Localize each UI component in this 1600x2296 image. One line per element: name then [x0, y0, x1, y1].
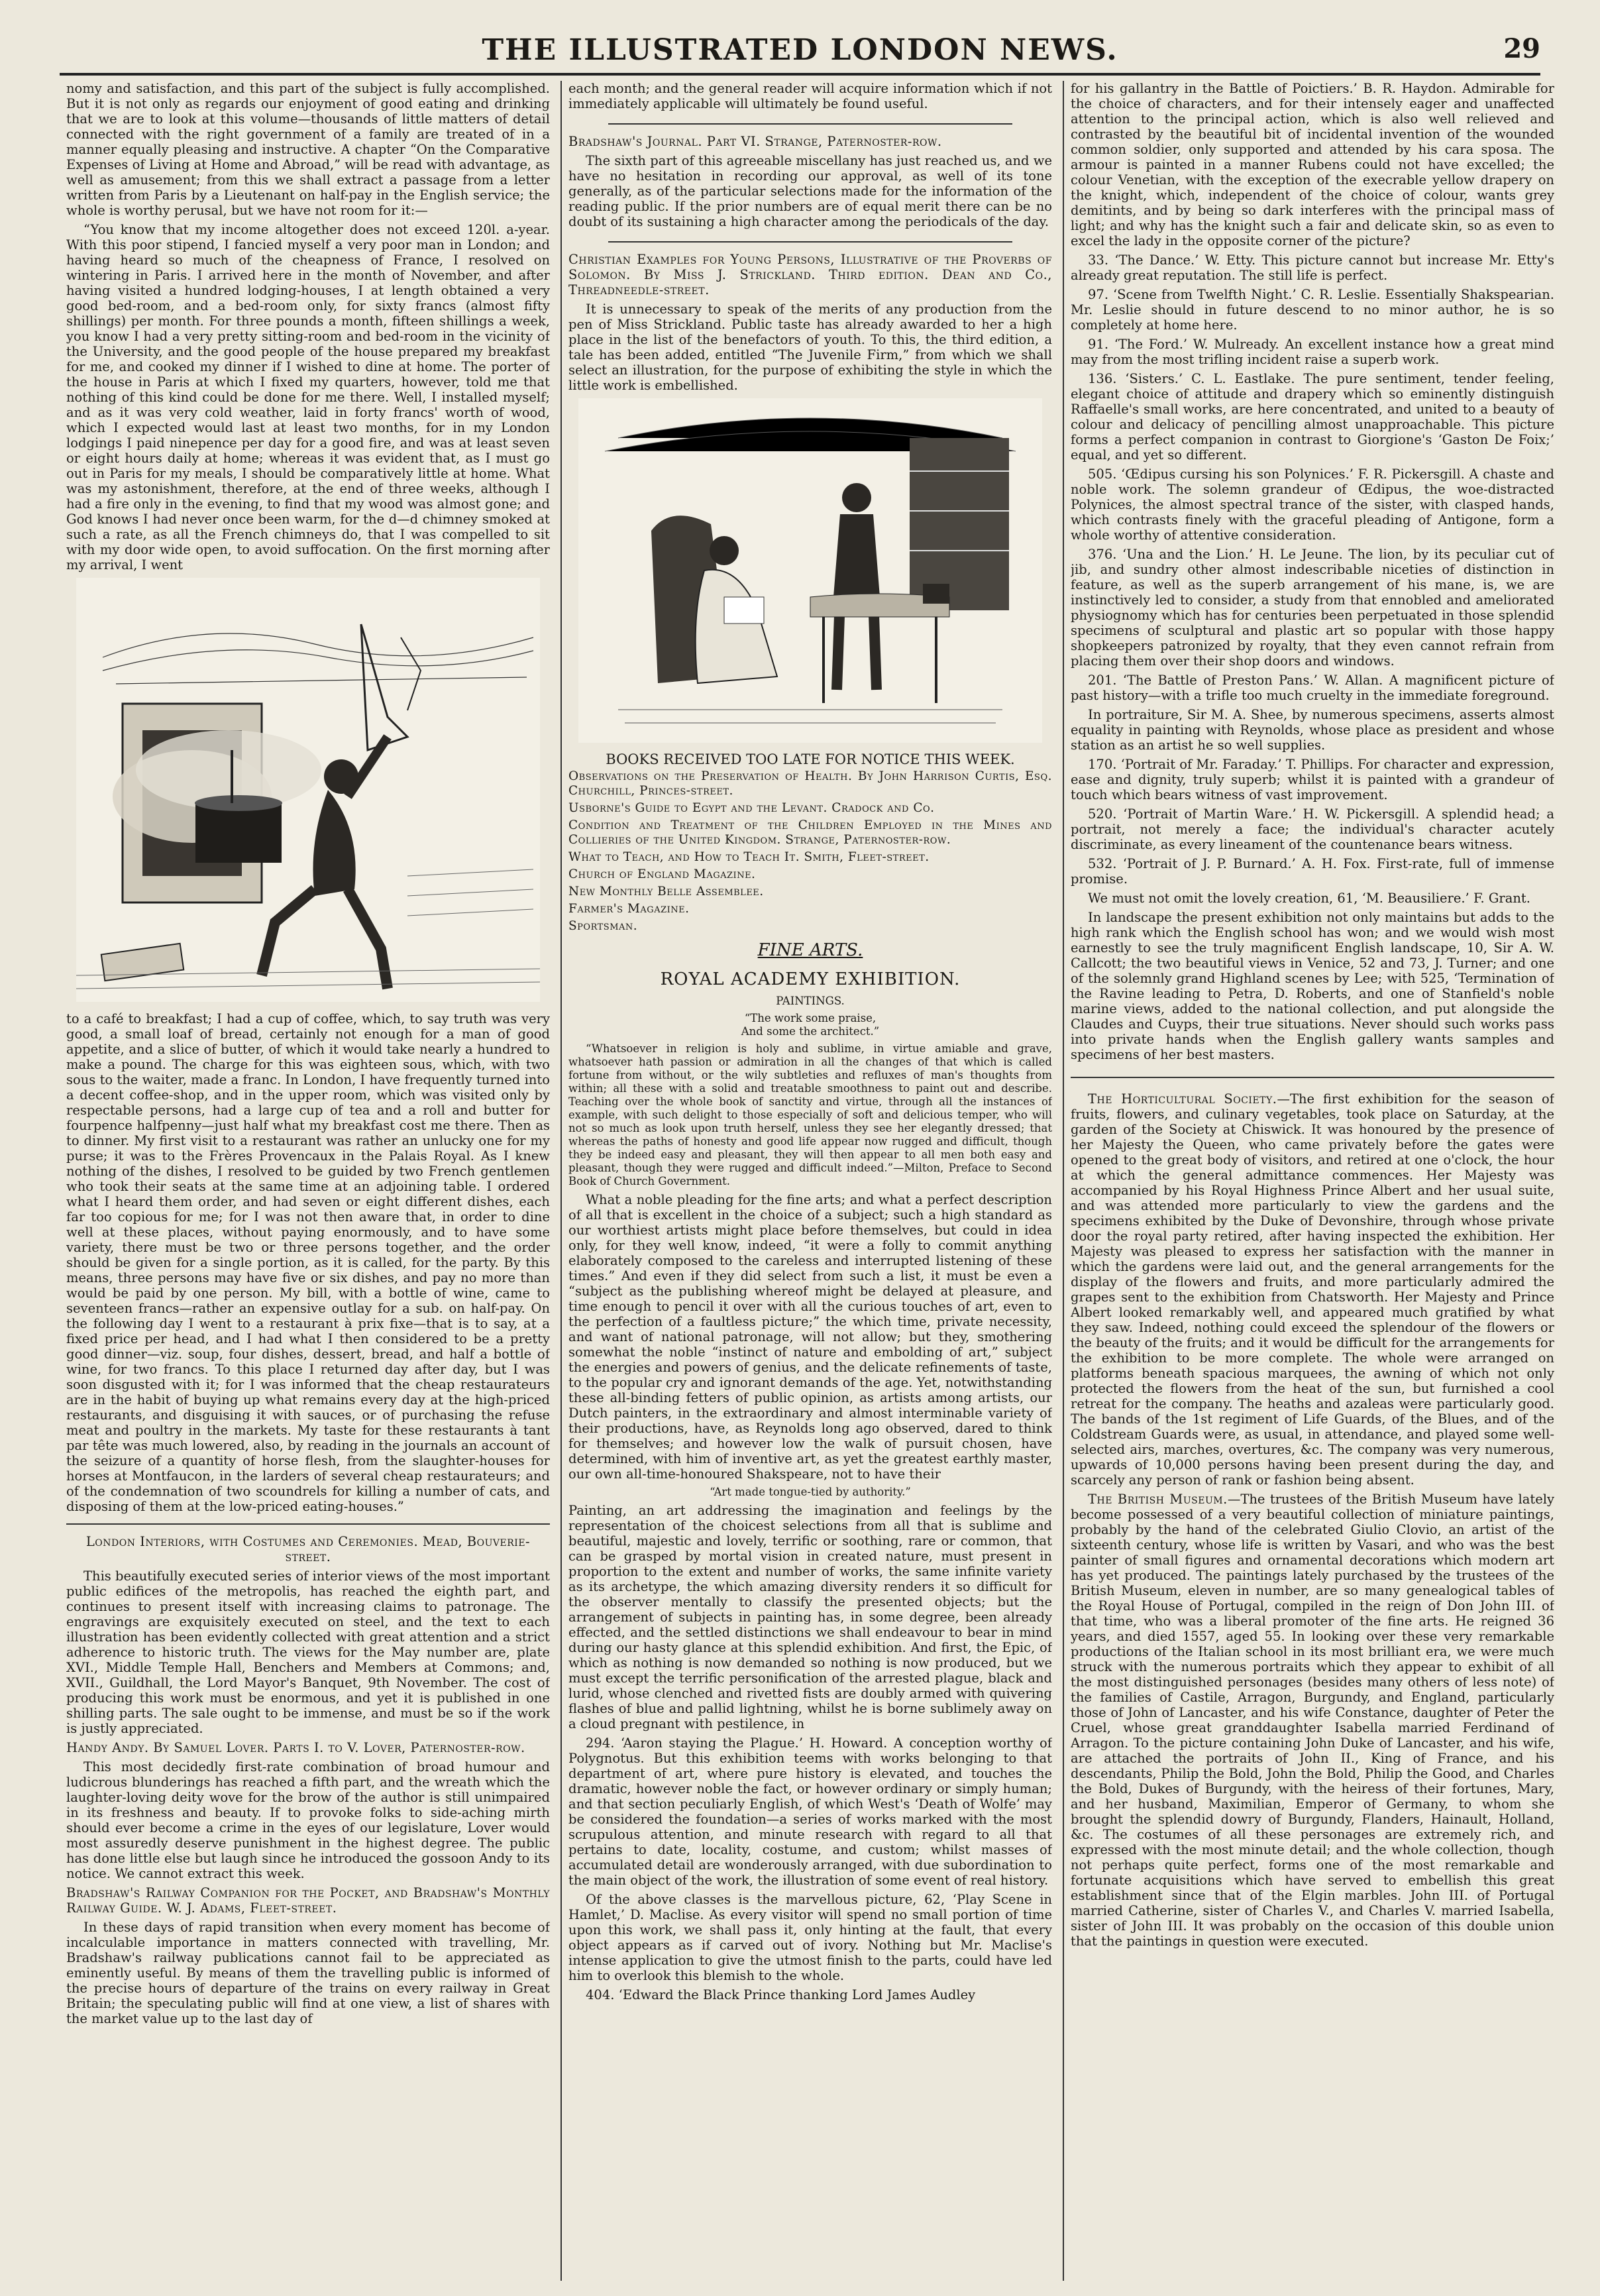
paragraph: What a noble pleading for the fine arts; and what a perfect description of all that is excellent in the choice of a subject; such a high standard as our worthiest artists might place before themselves, but could in idea only, for they well know, indeed, “it were a folly to commit anything elaborately composed to the careless and interrupted listening of these times.” And even if they did select from such a list, it must be even a “subject as the publishing whereof might be delayed at pleasure, and time enough to pencil it over with all the curious touches of art, even to the perfection of a faultless picture;” the which time, private necessity, and want of national patronage, will not allow; but they, smothering somewhat the noble “instinct of nature and embolding of art,” subject the energies and powers of genius, and the delicate refinements of taste, to the popular cry and ignorant demands of the age. Yet, notwithstanding these all-binding fetters of public opinion, as artists among artists, our Dutch painters, in the extraordinary and almost interminable variety of their productions, have, as Reynolds long ago observed, dared to think for themselves; and however low the walk of pursuit chosen, have determined, with him of inventive art, as yet the greatest earthly master, our own all-time-honoured Shakspeare, not to have their [568, 1192, 1052, 1482]
review-heading: Bradshaw's Railway Companion for the Pocket, and Bradshaw's Monthly Railway Guide. W. J. Adams, Fleet-street. [66, 1885, 550, 1916]
book-item: Observations on the Preservation of Health. By John Harrison Curtis, Esq. Churchill, Princes-street. [568, 769, 1052, 798]
masthead [60, 27, 1540, 76]
divider [1071, 1077, 1554, 1078]
paragraph: This beautifully executed series of interior views of the most important public edifices of the metropolis, has reached the eighth part, and continues to present itself with increasing claims to patronage. The engravings are exquisitely executed on steel, and the text to each illustration has been evidently collected with great attention and a strict adherence to historic truth. The views for the May number are, plate XVI., Middle Temple Hall, Benchers and Members at Commons; and, XVII., Guildhall, the Lord Mayor's Banquet, 9th November. The cost of producing this work must be enormous, and yet it is published in one shilling parts. The sale ought to be immense, and must be so if the work is justly appreciated. [66, 1568, 550, 1736]
paragraph: 520. ‘Portrait of Martin Ware.’ H. W. Pickersgill. A splendid head; a portrait, not merely a face; the individual's character acutely discriminate, as every lineament of the countenance bears witness. [1071, 806, 1554, 852]
paragraph: This most decidedly first-rate combination of broad humour and ludicrous blunderings has reached a fifth part, and the wreath which the laughter-loving deity wove for the brow of the author is still unimpaired in its freshness and beauty. If to provoke folks to side-aching mirth should ever become a crime in the eyes of our legislature, Lover would most assuredly deserve punishment in the highest degree. The public has done little else but laugh since he introduced the gossoon Andy to its notice. We cannot extract this week. [66, 1759, 550, 1881]
divider [608, 123, 1012, 125]
paragraph: In portraiture, Sir M. A. Shee, by numerous specimens, asserts almost equality in painting with Reynolds, whose place as president and whose station as an artist he so well supplies. [1071, 707, 1554, 753]
paragraph: Of the above classes is the marvellous picture, 62, ‘Play Scene in Hamlet,’ D. Maclise. As every visitor will spend no small portion of time upon this work, we shall pass it, only hinting at the fault, that every object appears as if carved out of ivory. Nothing but Mr. Maclise's intense application to give the utmost finish to the parts, could have led him to overlook this blemish to the whole. [568, 1892, 1052, 1983]
paragraph: The sixth part of this agreeable miscellany has just reached us, and we have no hesitation in recording our approval, as well of its tone generally, as of the particular selections made for the information of the reading public. If the prior numbers are of equal merit there can be no doubt of its sustaining a high character among the periodicals of the day. [568, 153, 1052, 229]
divider [66, 1523, 550, 1525]
milton-quote: “Whatsoever in religion is holy and sublime, in virtue amiable and grave, whatsoever hath passion or admiration in all the changes of that which is called fortune from without, or the wily subtleties and refluxes of man's thoughts from within; all these with a solid and treatable smoothness to paint out and describe. Teaching over the whole book of sanctity and virtue, through all the instances of example, with such delight to those especially of soft and delicious temper, who will not so much as look upon truth herself, unless they see her elegantly dressed; that whereas the paths of honesty and good life appear now rugged and difficult, though they be indeed easy and pleasant, they will then appear to all men both easy and pleasant, though they were rugged and difficult indeed.”—Milton, Preface to Second Book of Church Government. [568, 1042, 1052, 1187]
divider [608, 241, 1012, 243]
paragraph: Painting, an art addressing the imagination and feelings by the representation of the choicest selections from all that is sublime and beautiful, majestic and lovely, terrific or soothing, rare or common, that can be grasped by mortal vision in created nature, must present in proportion to the extent and number of works, the same infinite variety as its archetype, the which amazing diversity renders it so difficult for the observer mentally to classify the presented objects; but the arrangement of subjects in painting has, in some degree, been already effected, and the settled distinctions we shall endeavour to bear in mind during our hasty glance at this splendid exhibition. And first, the Epic, of which as nothing is now demanded so nothing is now produced, but we must except the terrific personification of the arrested plague, black and lurid, whose clenched and rivetted fists are doubly armed with quivering flashes of blue and pallid lightning, whilst he is borne sublimely away on a cloud pregnant with pestilence, in [568, 1503, 1052, 1731]
review-heading: Handy Andy. By Samuel Lover. Parts I. to V. Lover, Paternoster-row. [66, 1740, 525, 1755]
column-rule-1 [560, 81, 562, 2281]
column-3 [1071, 81, 1554, 2287]
review-heading: Bradshaw's Journal. Part VI. Strange, Paternoster-row. [568, 134, 942, 149]
page-number: 29 [1503, 33, 1540, 64]
engraving-man-by-fireplace [76, 578, 540, 1002]
paragraph: 33. ‘The Dance.’ W. Etty. This picture cannot but increase Mr. Etty's already great reputation. The still life is perfect. [1071, 252, 1554, 283]
paragraph-body: —The trustees of the British Museum have lately become possessed of a very beautiful collection of miniature paintings, probably by the hand of the celebrated Giulio Clovio, an artist of the sixteenth century, whose life is written by Vasari, and who was the best painter of small figures and ornamental decorations which modern art has yet produced. The paintings lately purchased by the trustees of the British Museum, eleven in number, are so many genealogical tables of the Royal House of Portugal, compiled in the reign of Don John III. of that time, who was a liberal promoter of the fine arts. He reigned 36 years, and died 1557, aged 55. In looking over these very remarkable productions of the Italian school in its most brilliant era, we were much struck with the numerous portraits which they appear to exhibit of all the most distinguished personages (besides many others of less note) of the families of Castile, Arragon, Burgundy, and England, particularly those of John of Lancaster, and his wife Constance, daughter of Peter the Cruel, whose great granddaughter Isabella married Ferdinand of Arragon. To the picture containing John Duke of Lancaster, and his wife, are attached the portraits of John II., King of France, and his descendants, Philip the Bold, John the Bold, Philip the Good, and Charles the Bold, Dukes of Burgundy, with the heiress of their fortunes, Mary, and her husband, Maximilian, Emperor of Germany, to whom she brought the splendid dowry of Burgundy, Flanders, Hainault, Holland, &c. The costumes of all these personages are extremely rich, and expressed with the most minute detail; and the whole collection, though not perhaps quite perfect, forms one of the most remarkable and fortunate acquisitions which have served to embellish this great establishment since that of the Elgin marbles. John III. of Portugal married Catherine, sister of Charles V., and Charles V. married Isabella, sister of John III. It was probably on the occasion of this double union that the paintings in question were executed. [1071, 1492, 1554, 1949]
quoted-line: “Art made tongue-tied by authority.” [710, 1486, 911, 1498]
section-heading: BOOKS RECEIVED TOO LATE FOR NOTICE THIS WEEK. [606, 751, 1015, 767]
book-item: Sportsman. [568, 919, 638, 933]
column-1 [66, 81, 550, 2287]
paragraph: 532. ‘Portrait of J. P. Burnard.’ A. H. Fox. First-rate, full of immense promise. [1071, 856, 1554, 887]
paragraph: 97. ‘Scene from Twelfth Night.’ C. R. Leslie. Essentially Shakspearian. Mr. Leslie should in future descend to no minor author, he is so completely at home here. [1071, 287, 1554, 333]
column-2 [568, 81, 1052, 2287]
paragraph: We must not omit the lovely creation, 61, ‘M. Beausiliere.’ F. Grant. [1088, 891, 1530, 906]
paragraph: 376. ‘Una and the Lion.’ H. Le Jeune. The lion, by its peculiar cut of jib, and sundry other almost indescribable niceties of distinction in feature, as well as the superb arrangement of his mane, is, we are instinctively led to consider, a study from that ennobled and ameliorated physiognomy which has for centuries been perpetuated in those splendid specimens of sculptural and plastic art so popular with those happy shopkeepers patronized by royalty, that they even cannot refrain from placing them over their shop doors and windows. [1071, 547, 1554, 669]
epigraph-line: “The work some praise, [744, 1012, 877, 1024]
paragraph: 170. ‘Portrait of Mr. Faraday.’ T. Phillips. For character and expression, ease and dignity, truly superb; whilst it is painted with a grandeur of touch which bears witness of vast improvement. [1071, 757, 1554, 802]
paragraph: each month; and the general reader will acquire information which if not immediately applicable will ultimately be found useful. [568, 81, 1052, 111]
engraving-juvenile-firm [578, 398, 1042, 743]
paragraph: In landscape the present exhibition not only maintains but adds to the high rank which the English school has won; and we would wish most earnestly to see the truly magnificent English landscape, 10, Sir A. W. Callcott; the two beautiful views in Venice, 52 and 73, J. Turner; and one of the solemnly grand Highland scenes by Lee; with 525, ‘Termination of the Ravine leading to Petra, D. Roberts, and one of Stanfield's noble marine views, added to the national collection, and put alongside the Claudes and Cuyps, their true situations. Never should such works pass into private hands when the English gallery wants samples and specimens of her best masters. [1071, 910, 1554, 1062]
paragraph-body: —The first exhibition for the season of fruits, flowers, and culinary vegetables, took place on Saturday, at the garden of the Society at Chiswick. It was honoured by the presence of her Majesty the Queen, who came privately before the gates were opened to the great body of visitors, and retired at one o'clock, the hour at which the general admittance commences. Her Majesty was accompanied by his Royal Highness Prince Albert and her usual suite, and was attended more particularly to view the gardens and the specimens exhibited by the Duke of Devonshire, through whose private door the royal party retired, after having inspected the exhibition. Her Majesty was pleased to express her satisfaction with the manner in which the gardens were laid out, and the general arrangements for the display of the flowers and fruits, and more particularly admired the grapes sent to the exhibition from Chatsworth. Her Majesty and Prince Albert looked remarkably well, and appeared much gratified by what they saw. Indeed, nothing could exceed the splendour of the flowers or the beauty of the fruits; and it would be difficult for the arrangements for the exhibition to be more complete. The whole were arranged on platforms beneath spacious marquees, the awning of which not only protected the flowers from the heat of the sun, but furnished a cool retreat for the company. The heaths and azaleas were particularly good. The bands of the 1st regiment of Life Guards, of the Blues, and of the Coldstream Guards were, as usual, in attendance, and played some well-selected airs, marches, overtures, &c. The company was very numerous, upwards of 10,000 persons having been present during the day, and scarcely any person of rank or fashion being absent. [1071, 1091, 1554, 1488]
column-rule-2 [1063, 81, 1064, 2281]
paragraph: to a café to breakfast; I had a cup of coffee, which, to say truth was very good, a small loaf of bread, certainly not enough for a man of good appetite, and a slice of butter, of which it would take nearly a hundred to make a pound. The charge for this was eighteen sous, which, with two sous to the waiter, made a franc. In London, I have frequently turned into a decent coffee-shop, and in the upper room, which was visited only by respectable persons, had a large cup of tea and a roll and butter for fourpence halfpenny—just half what my breakfast cost me there. Then as to dinner. My first visit to a restaurant was rather an unlucky one for my purse; it was to the Frères Provencaux in the Palais Royal. As I knew nothing of the dishes, I resolved to be guided by two French gentlemen who took their seats at the same time at an adjoining table. I ordered what I heard them order, and had seven or eight different dishes, each far too copious for me; for I was not then aware that, in order to dine well at these places, without paying enormously, and to have some variety, there must be two or three persons together, and the order should be given for a single portion, as it is called, for the party. By this means, three persons may have five or six dishes, and pay no more than would be paid by one person. My bill, with a bottle of wine, came to seventeen francs—rather an expensive outlay for a sub. on half-pay. On the following day I went to a restaurant à prix fixe—that is to say, at a fixed price per head, and I had what I then considered to be a pretty good dinner—viz. soup, four dishes, dessert, bread, and half a bottle of wine, for two francs. To this place I returned day after day, but I was soon disgusted with it; for I was informed that the cheap restaurateurs are in the habit of buying up what remains every day at the high-priced restaurants, and disguising it with sauces, or of purchasing the refuse meat and poultry in the markets. My taste for these restaurants à tant par tête was much lowered, also, by reading in the journals an account of the seizure of a quantity of horse flesh, from the slaughter-houses for horses at Montfaucon, in the larders of several cheap restaurateurs; and of the condemnation of two scoundrels for killing a number of cats, and disposing of them at the low-priced eating-houses.” [66, 1011, 550, 1514]
paragraph: 201. ‘The Battle of Preston Pans.’ W. Allan. A magnificent picture of past history—with a trifle too much cruelty in the immediate foreground. [1071, 673, 1554, 703]
book-item: Condition and Treatment of the Children Employed in the Mines and Collieries of the United Kingdom. Strange, Paternoster-row. [568, 818, 1052, 847]
paragraph: 91. ‘The Ford.’ W. Mulready. An excellent instance how a great mind may from the most trifling incident raise a superb work. [1071, 337, 1554, 367]
books-received-section [568, 752, 1052, 934]
epigraph-line: And some the architect.” [741, 1025, 880, 1038]
paragraph: 505. ‘Œdipus cursing his son Polynices.’ F. R. Pickersgill. A chaste and noble work. The solemn grandeur of Œdipus, the woe-distracted Polynices, the almost spectral trance of the sister, with clasped hands, which contrasts finely with the graceful pleading of Antigone, form a whole worthy of attentive consideration. [1071, 466, 1554, 543]
paragraph: nomy and satisfaction, and this part of the subject is fully accomplished. But it is not only as regards our enjoyment of good eating and drinking that we are to look at this volume—thousands of little matters of detail connected with the right government of a family are treated of in a manner equally pleasing and instructive. A chapter “On the Comparative Expenses of Living at Home and Abroad,” will be read with advantage, as well as amusement; from this we shall extract a passage from a letter written from Paris by a Lieutenant on half-pay in the English service; the whole is worthy perusal, but we have not room for it:— [66, 81, 550, 218]
book-item: Church of England Magazine. [568, 867, 756, 881]
british-museum-paragraph [1071, 1492, 1554, 1949]
review-heading: Christian Examples for Young Persons, Illustrative of the Proverbs of Solomon. By Miss J. Strickland. Third edition. Dean and Co., Threadneedle-street. [568, 252, 1052, 298]
review-heading: London Interiors, with Costumes and Ceremonies. Mead, Bouverie-street. [85, 1534, 531, 1564]
book-item: Usborne's Guide to Egypt and the Levant. Cradock and Co. [568, 801, 935, 815]
paragraph: 136. ‘Sisters.’ C. L. Eastlake. The pure sentiment, tender feeling, elegant choice of attitude and drapery which so eminently distinguish Raffaelle's small works, are here concentrated, and united to a beauty of colour and delicacy of pencilling almost unapproachable. This picture forms a perfect companion in contrast to Giorgione's ‘Gaston De Foix;’ equal, and yet so different. [1071, 371, 1554, 463]
book-item: New Monthly Belle Assemblee. [568, 885, 764, 899]
book-item: Farmer's Magazine. [568, 902, 690, 916]
paragraph: It is unnecessary to speak of the merits of any production from the pen of Miss Strickland. Public taste has already awarded to her a high place in the list of the benefactors of youth. To this, the third edition, a tale has been added, entitled “The Juvenile Firm,” from which we shall select an illustration, for the purpose of exhibiting the style in which the little work is embellished. [568, 301, 1052, 393]
book-item: What to Teach, and How to Teach It. Smith, Fleet-street. [568, 850, 930, 864]
subheading-paintings: PAINTINGS. [776, 995, 845, 1007]
horticultural-society-paragraph [1071, 1091, 1554, 1488]
paragraph-lead: The Horticultural Society. [1088, 1091, 1277, 1107]
paragraph: 294. ‘Aaron staying the Plague.’ H. Howard. A conception worthy of Polygnotus. But this exhibition teems with works belonging to that department of art, where pure history is elevated, and touches the dramatic, however noble the fact, or however ordinary or simply human; and that section peculiarly English, of which West's ‘Death of Wolfe’ may be considered the foundation—a series of works marked with the most scrupulous attention, and minute research with regard to all that pertains to date, locality, costume, and custom; whilst masses of accumulated detail are wonderously arranged, with due subordination to the main object of the work, the illustration of some event of real history. [568, 1735, 1052, 1888]
section-title-royal-academy: ROYAL ACADEMY EXHIBITION. [660, 969, 961, 989]
paragraph: 404. ‘Edward the Black Prince thanking Lord James Audley [586, 1987, 976, 2002]
paragraph: for his gallantry in the Battle of Poictiers.’ B. R. Haydon. Admirable for the choice of characters, and for their intensely eager and unaffected attention to the principal action, which is also well relieved and contrasted by the beautiful bit of incidental invention of the wounded common soldier, only supported and attended by his cara sposa. The armour is painted in a manner Rubens could not have excelled; the colour Venetian, with the exception of the execrable yellow drapery on the knight, which, independent of the choice of colour, wants grey demitints, and by being so dark interferes with the principal mass of light; and why has the knight such a fair and delicate skin, so as even to excel the lady in the opposite corner of the picture? [1071, 81, 1554, 248]
paragraph: “You know that my income altogether does not exceed 120l. a-year. With this poor stipend, I fancied myself a very poor man in London; and having heard so much of the cheapness of France, I resolved on wintering in Paris. I arrived here in the month of November, and after having visited a hundred lodging-houses, I at length obtained a very good bed-room, and a bed-room only, for sixty francs (almost fifty shillings) per month. For three pounds a month, fifteen shillings a week, you know I had a very pretty sitting-room and bed-room in the vicinity of the University, and the good people of the house prepared my breakfast for me, and cooked my dinner if I wished to dine at home. The porter of the house in Paris at which I fixed my quarters, however, told me that nothing of this kind could be done for me there. Well, I installed myself; and as it was very cold weather, laid in forty francs' worth of wood, which I expected would last at least two months, for in my London lodgings I paid ninepence per day for a good fire, and was at least seven or eight hours daily at home; whereas it was evident that, as I must go out in Paris for my meals, I should be comparatively little at home. What was my astonishment, therefore, at the end of three weeks, although I had a fire only in the evening, to find that my wood was almost gone; and God knows I had never once been warm, for the d—d chimney smoked at such a rate, as all the French chimneys do, that I was compelled to sit with my door wide open, to avoid suffocation. On the first morning after my arrival, I went [66, 222, 550, 573]
newspaper-title: THE ILLUSTRATED LONDON NEWS. [482, 32, 1118, 67]
section-title-fine-arts: FINE ARTS. [757, 940, 863, 960]
paragraph-lead: The British Museum. [1088, 1492, 1228, 1507]
paragraph: In these days of rapid transition when every moment has become of incalculable importance in matters connected with travelling, Mr. Bradshaw's railway publications cannot fail to be appreciated as eminently useful. By means of them the travelling public is informed of the precise hours of departure of the trains on every railway in Great Britain; the speculating public will find at one view, a list of shares with the market value up to the last day of [66, 1920, 550, 2026]
